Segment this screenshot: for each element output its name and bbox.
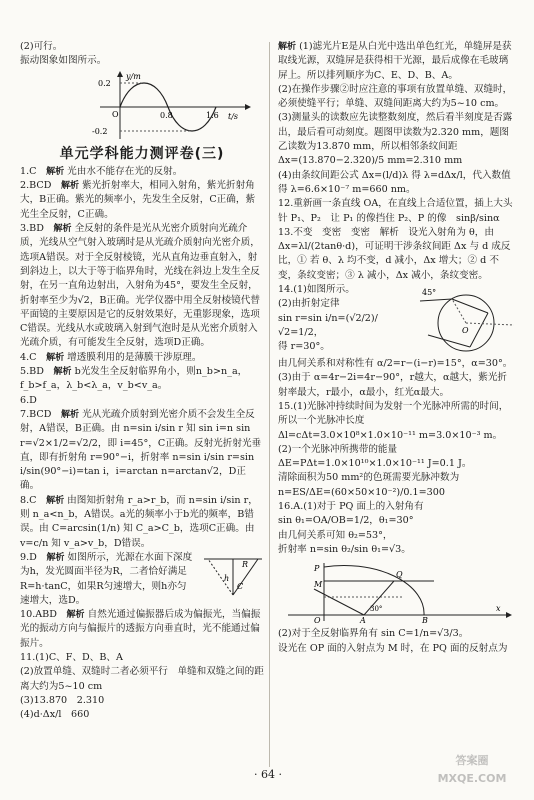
analysis-keyword: 解析 [61,181,80,192]
item-text: 重新画一条直线 OA，在直线上合适位置，插上大头针 P₁、P₂ 让 P₁ 的像挡住 P₂、P 的像 sinβ/sinα [278,198,513,224]
answer-item: Δl=cΔt=3.0×10⁸×1.0×10⁻¹¹ m=3.0×10⁻³ m。 [278,429,503,441]
answer-item [20,351,264,365]
analysis-keyword: 解析 [61,409,80,420]
watermark-line: MXQE.COM [437,772,507,785]
item-prefix: 13. [278,226,294,238]
y-axis-label: y/m [126,71,141,81]
item-text: b光发生全反射临界角小，则n_b>n_a，f_b>f_a，λ_b<λ_a，v_b<v_a。 [20,366,248,392]
item-prefix: 9.D [20,551,37,563]
answer-item [20,708,264,722]
answer-item [278,40,516,83]
answer-item [20,408,264,494]
critical-angle-label: C [237,581,244,591]
item-prefix: 2.BCD [20,180,52,192]
point-label: M [314,580,323,590]
point-label: P [314,564,320,574]
item-text: 增透膜利用的是薄膜干涉原理。 [64,351,202,363]
answer-item [20,365,264,394]
point-label: A [360,616,366,626]
item-text: A.(1)对于 PQ 面上的入射角有 [293,501,424,513]
item-prefix: 7.BCD [20,408,52,420]
item-text: 13.870 2.310 [33,694,105,706]
item-text: (1)滤光片E是从白光中选出单色红光，单缝屏是获取线光源，双缝屏是获得相干光源，最后成像在毛玻璃屏上。所以排列顺序为C、E、D、B、A。 [278,41,512,81]
item-text: d·Δx/l 660 [33,709,90,721]
item-prefix: 4.C [20,351,37,363]
answer-item [20,394,264,408]
watermark-line: 答案圈 [455,754,489,767]
answer-item: Δx=(13.870−2.320)/5 mm=2.310 mm [278,155,463,167]
item-text: 紫光折射率大，相同入射角，紫光折射角大，B正确。紫光的频率小，先发生全反射，C正确，紫光生全反射，C正确。 [20,180,256,220]
item-prefix: 15. [278,400,294,412]
answer-item: (2)一个光脉冲所携带的能量 [278,443,398,455]
analysis-keyword: 解析 [46,552,65,563]
item-text: 光由水不能存在光的反射。 [64,165,183,177]
analysis-keyword: 解析 [46,352,65,363]
page-number: · 64 · [254,768,282,781]
y-tick: -0.2 [92,126,108,136]
answer-item: (3)测量头的读数应先读整数刻度，然后看半刻度是否露出，最后看可动刻度。题图甲读数为2.320 mm，题图乙读数为13.870 mm，所以相邻条纹间距 [278,112,513,153]
answer-item [20,694,264,708]
answer-item [278,400,516,429]
answer-item: 由几何关系可知 θ₂=53°， [278,529,393,541]
answer-item [278,500,516,514]
answer-item [20,494,264,551]
item-text: 自然光通过偏振器后成为偏振光，当偏振光的振动方向与偏振片的透振方向垂直时，光不能通过偏振片。 [20,609,261,649]
point-label: B [422,616,428,626]
answer-item: (4)由条纹间距公式 Δx=(l/d)λ 得 λ=dΔx/l，代入数值得 λ=6.6×10⁻⁷ m=660 nm。 [278,169,511,195]
answer-item [20,608,264,651]
analysis-keyword: 解析 [46,166,65,177]
depth-label: h [224,573,230,583]
point-label: O [314,616,321,626]
y-tick: 0.2 [98,78,111,88]
axis-label: x [496,604,501,614]
answer-item [20,222,264,351]
left-line: 振动图象如图所示。 [20,55,107,67]
item-prefix: 8.C [20,494,37,506]
item-text: 由图知折射角 r_a>r_b，而 n=sin i/sin r，则 n_a<n_b，A错误。a光的频率小于b光的频率，B错误。由 C=arcsin(1/n) 知 C_a>C_b，选项C正确。由 v=c/n 知 v_a>v_b，D错误。 [20,494,258,549]
answer-item [20,651,264,665]
item-prefix: 6.D [20,394,37,406]
item-text: 光从光疏介质射到光密介质不会发生全反射，A错误，B正确。由 n=sin i/sin r 知 sin i=n sin r=√2×1/2=√2/2，即 i=45°，C正确。反射光折射光垂直，即有折射角 r=90°−i，折射率 n=sin i/sin r=sin i/sin(90°−i)=tan i，i=arctan n=arctan√2，D正确。 [20,408,262,492]
angle-label: 30° [370,605,383,614]
angle-label: 45° [422,288,437,298]
answer-item [20,165,264,179]
answer-item: 设光在 OP 面的入射点为 M 时，在 PQ 面的反射点为 [278,642,508,654]
answer-item: (2)由折射定律 [278,298,340,310]
analysis-keyword: 解析 [53,367,72,378]
item-prefix: (3) [20,694,34,706]
item-prefix: 11.(1)C、F、D、B、A [20,651,123,663]
item-prefix: 12. [278,198,294,210]
center-label: O [462,326,469,336]
site-watermark [420,752,524,792]
item-prefix: 16. [278,501,294,513]
answer-item: 折射率 n=sin θ₂/sin θ₁=√3。 [278,543,411,555]
answer-item: n=ES/ΔE=(60×50×10⁻²)/0.1=300 [278,486,445,498]
item-text: 如图所示，光源在水面下深度为h，发光圆面半径为R，二者恰好满足 R=h·tanC，如果R匀速增大，则h亦匀速增大，选D。 [20,551,193,606]
item-prefix: 1.C [20,165,37,177]
analysis-keyword: 解析 [66,610,85,621]
x-axis-label: t/s [228,111,239,121]
analysis-keyword: 解析 [278,42,297,52]
item-prefix: (2) [20,666,34,678]
answer-item: 清除面积为50 mm²的色斑需要光脉冲数为 [278,472,460,484]
answer-item: (2)对于全反射临界角有 sin C=1/n=√3/3。 [278,628,469,640]
item-text: 不变 变密 变密 解析 设光入射角为 θ，由 Δx=λl/(2tanθ·d)，可证明干涉条纹间距 Δx 与 d 成反比，① 若 θ、λ 均不变，d 减小，Δx 增大；② d 不变，条纹变密；③ λ 减小，Δx 减小，条纹变密。 [278,226,511,281]
item-text: 放置单缝、双缝时二者必须平行 单缝和双缝之间的距离大约为5~10 cm [20,666,264,692]
left-line: (2)可行。 [20,41,63,52]
semicircle-prism-figure [284,559,514,625]
item-prefix: 5.BD [20,366,44,378]
answer-item: 得 r=30°。 [278,341,330,353]
radius-label: R [242,559,249,569]
item-prefix: 14. [278,284,294,296]
item-text: 全反射的条件是光从光密介质射向光疏介质，光线从空气射入玻璃时是从光疏介质射向光密介质，选项A错误。对于全反射棱镜，光从直角边垂直射入，射到斜边上，以大于等于临界角时，光线在斜边上发生全反射，在另一直角边射出，入射角为45°，要发生全反射，折射率至少为√2，B正确。光学仪器中用全反射棱镜代替平面镜的主要原因是它的反射效果好，无重影现象，选项C错误。光线从水或玻璃入射到气泡时是从光密介质射入光疏介质，有可能发生全反射，选项D正确。 [20,223,260,349]
section-title: 单元学科能力测评卷(三) [59,145,225,162]
origin-label: O [112,109,119,119]
x-tick: 0.8 [160,110,173,120]
point-label: Q [396,570,403,580]
answer-item: (2)在操作步骤②时应注意的事项有放置单缝、双缝时，必须使缝平行；单缝、双缝间距离大约为5~10 cm。 [278,83,513,110]
prism-circle-figure [418,285,516,355]
answer-item [278,226,516,283]
light-depth-figure [202,553,264,599]
item-text: (1)如图所示。 [293,284,355,296]
answer-item [20,665,264,694]
answer-item [20,179,264,222]
vibration-graph [60,71,260,143]
left-column [20,40,264,722]
item-prefix: (4) [20,709,34,721]
answer-item: ΔE=PΔt=1.0×10¹⁰×1.0×10⁻¹¹ J=0.1 J。 [278,458,472,470]
analysis-keyword: 解析 [53,224,72,235]
item-text: (1)光脉冲持续时间为发射一个光脉冲所需的时间，所以一个光脉冲长度 [278,400,509,427]
analysis-keyword: 解析 [46,495,65,506]
item-prefix: 3.BD [20,223,44,235]
right-column [278,40,516,656]
answer-item: sin r=sin i/n=(√2/2)/√2=1/2， [278,312,378,338]
answer-item: (3)由于 α=4r−2i=4r−90°，r越大，α越大，紫光折射率最大，r最小，α最小，红光α最大。 [278,372,508,398]
answer-item: 由几何关系和对称性有 α/2=r−(i−r)=15°，α=30°。 [278,358,513,370]
x-tick: 1.6 [206,110,219,120]
answer-item: sin θ₁=OA/OB=1/2，θ₁=30° [278,515,414,527]
answer-item [278,197,516,226]
column-divider [269,42,270,767]
item-prefix: 10.ABD [20,609,57,621]
